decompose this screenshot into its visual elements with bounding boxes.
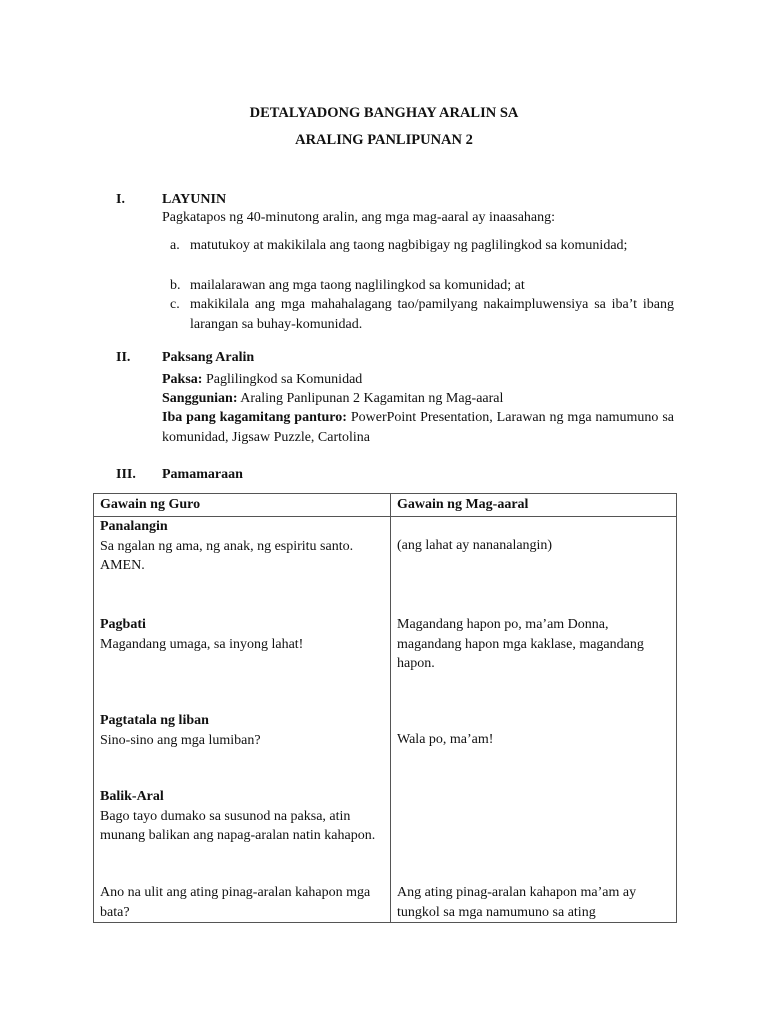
panalangin-block xyxy=(100,517,384,576)
pagbati-response: Magandang hapon po, ma’am Donna, magandang hapon mga kaklase, magandang hapon. xyxy=(397,617,644,671)
liban-block xyxy=(100,711,384,750)
kagamitan-value: PowerPoint Presentation, Larawan ng mga namumuno sa komunidad, Jigsaw Puzzle, Cartolina xyxy=(162,410,674,445)
objective-text: makikilala ang mga mahahalagang tao/pamilyang nakaimpluwensiya sa iba’t ibang larangan sa buhay-komunidad. xyxy=(190,297,674,332)
document-title-line1: DETALYADONG BANGHAY ARALIN SA xyxy=(249,105,519,121)
sanggunian-line xyxy=(162,389,674,409)
col-header-magaaral: Gawain ng Mag-aaral xyxy=(391,494,677,517)
tanong-text: Ano na ulit ang ating pinag-aralan kahapon mga bata? xyxy=(100,885,371,920)
section-1-heading: LAYUNIN xyxy=(162,192,227,207)
paksa-label: Paksa: xyxy=(162,372,203,387)
balik-aral-text: Bago tayo dumako sa susunod na paksa, atin munang balikan ang napag-aralan natin kahapon. xyxy=(100,808,376,843)
section-3-heading: Pamamaraan xyxy=(162,467,243,482)
balik-aral-block xyxy=(100,787,384,846)
section-3-number: III. xyxy=(116,467,136,482)
objective-text: matutukoy at makikilala ang taong nagbibigay ng paglilingkod sa komunidad; xyxy=(190,238,628,253)
tanong-block xyxy=(100,883,384,922)
kagamitan-line xyxy=(162,408,674,448)
section-2-number: II. xyxy=(116,350,131,365)
panalangin-response: (ang lahat ay nananalangin) xyxy=(397,538,553,553)
pagbati-block xyxy=(100,615,384,654)
document-title-line2: ARALING PANLIPUNAN 2 xyxy=(295,132,473,148)
magaaral-cell xyxy=(391,517,677,923)
table-row xyxy=(94,517,677,923)
col-header-guro: Gawain ng Guro xyxy=(94,494,391,517)
objective-item xyxy=(170,276,674,296)
liban-text: Sino-sino ang mga lumiban? xyxy=(100,732,261,748)
liban-response: Wala po, ma’am! xyxy=(397,732,494,747)
panalangin-title: Panalangin xyxy=(100,519,168,534)
sanggunian-value: Araling Panlipunan 2 Kagamitan ng Mag-aaral xyxy=(237,391,504,406)
section-2-heading: Paksang Aralin xyxy=(162,350,255,365)
panalangin-text: Sa ngalan ng ama, ng anak, ng espiritu santo. AMEN. xyxy=(100,538,354,573)
paksa-value: Paglilingkod sa Komunidad xyxy=(202,372,363,387)
pagbati-title: Pagbati xyxy=(100,617,146,632)
liban-title: Pagtatala ng liban xyxy=(100,713,209,728)
section-1-number: I. xyxy=(116,192,125,207)
objective-item xyxy=(170,295,674,335)
sanggunian-label: Sanggunian: xyxy=(162,391,238,406)
pagbati-text: Magandang umaga, sa inyong lahat! xyxy=(100,636,304,652)
objective-item xyxy=(170,236,674,256)
tanong-response: Ang ating pinag-aralan kahapon ma’am ay tungkol sa mga namumuno sa ating xyxy=(397,885,637,920)
objective-text: mailalarawan ang mga taong naglilingkod sa komunidad; at xyxy=(190,278,525,293)
objective-letter: c. xyxy=(170,297,180,312)
balik-aral-title: Balik-Aral xyxy=(100,789,164,804)
table-header-row xyxy=(94,494,677,517)
paksa-line xyxy=(162,370,674,390)
kagamitan-label: Iba pang kagamitang panturo: xyxy=(162,410,347,425)
section-1-intro: Pagkatapos ng 40-minutong aralin, ang mga mag-aaral ay inaasahang: xyxy=(162,210,556,225)
procedure-table xyxy=(93,493,677,923)
guro-cell xyxy=(94,517,391,923)
objective-letter: b. xyxy=(170,278,181,293)
objective-letter: a. xyxy=(170,238,180,253)
